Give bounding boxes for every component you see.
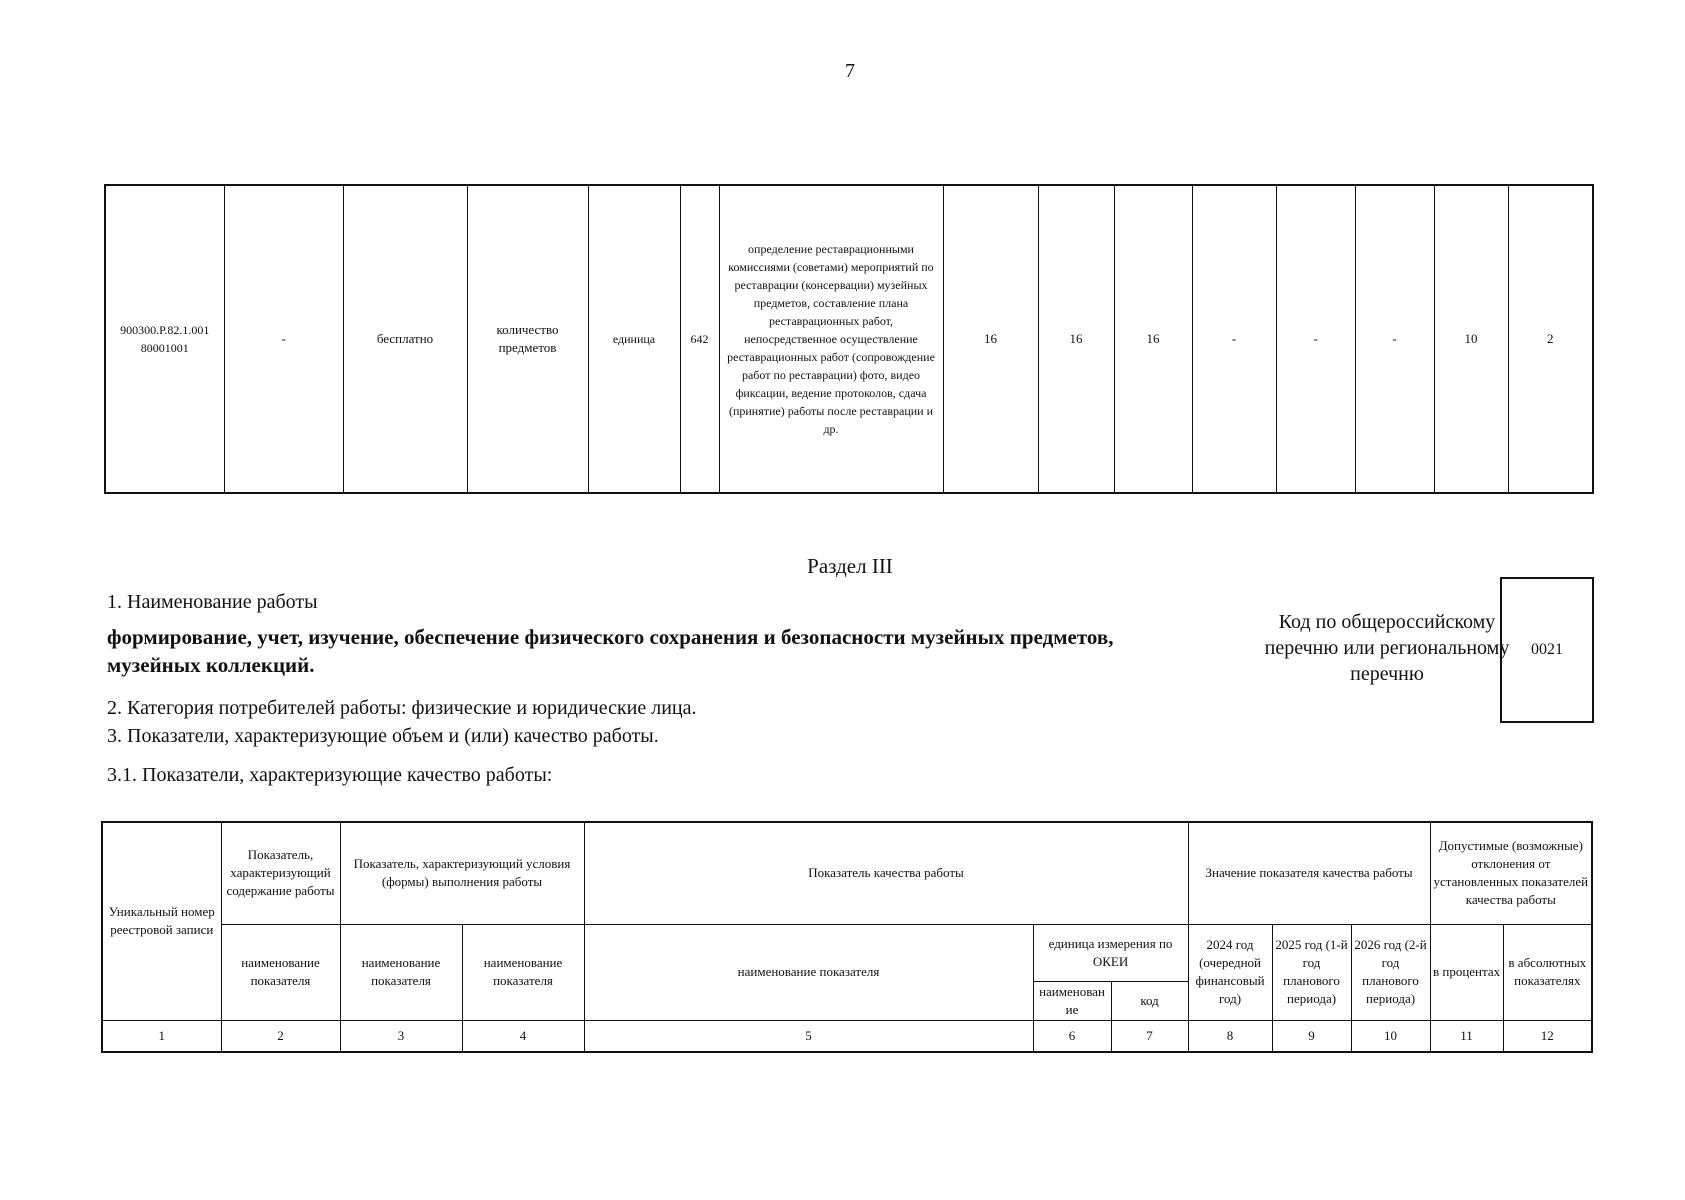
column-number: 10 — [1351, 1020, 1430, 1052]
top-data-table — [104, 184, 1594, 494]
column-number: 12 — [1503, 1020, 1592, 1052]
column-number: 4 — [462, 1020, 584, 1052]
header-conditions: Показатель, характеризующий условия (формы) выполнения работы — [340, 822, 584, 924]
header-content: Показатель, характеризующий содержание работы — [221, 822, 340, 924]
code-box — [1500, 577, 1594, 723]
header-quality: Показатель качества работы — [584, 822, 1188, 924]
code-value: 0021 — [1531, 641, 1563, 658]
column-number: 8 — [1188, 1020, 1272, 1052]
code-label: Код по общероссийскому перечню или региональному перечню — [1264, 611, 1510, 685]
value-2026-cell: 16 — [1114, 185, 1192, 493]
table-row — [102, 1020, 1592, 1052]
header-2026: 2026 год (2-й год планового периода) — [1351, 924, 1430, 1020]
header-registry: Уникальный номер реестровой записи — [102, 822, 221, 1020]
column-number: 7 — [1111, 1020, 1188, 1052]
work-name-heading: 1. Наименование работы — [107, 591, 318, 613]
header-okei-name: наименован ие — [1033, 981, 1111, 1020]
condition-cell: бесплатно — [343, 185, 467, 493]
header-2024: 2024 год (очередной финансовый год) — [1188, 924, 1272, 1020]
header-value: Значение показателя качества работы — [1188, 822, 1430, 924]
content-cell: - — [224, 185, 343, 493]
unit-code-cell: 642 — [680, 185, 719, 493]
value-2024-cell: 16 — [943, 185, 1038, 493]
cost-cell: - — [1276, 185, 1355, 493]
description-cell: определение реставрационными комиссиями (советами) мероприятий по реставрации (консервации) музейных предметов, составление плана реставрационных работ, непосредственное осуществление реставрационных работ (сопровождение работ по реставрации) фото, видео фиксации, ведение протоколов, сдача (принятие) работы после реставрации и др. — [719, 185, 943, 493]
work-name: формирование, учет, изучение, обеспечение физического сохранения и безопасности музейных предметов, музейных коллекций. — [107, 625, 1114, 677]
column-number: 6 — [1033, 1020, 1111, 1052]
column-number: 11 — [1430, 1020, 1503, 1052]
column-number: 1 — [102, 1020, 221, 1052]
section-title: Раздел III — [807, 554, 893, 578]
header-content-name: наименование показателя — [221, 924, 340, 1020]
header-okei: единица измерения по ОКЕИ — [1033, 924, 1188, 981]
registry-number-cell: 900300.Р.82.1.001 80001001 — [105, 185, 224, 493]
header-condition-name-2: наименование показателя — [462, 924, 584, 1020]
indicators-heading: 3. Показатели, характеризующие объем и (или) качество работы. — [107, 725, 659, 747]
header-quality-name: наименование показателя — [584, 924, 1033, 1020]
header-okei-code: код — [1111, 981, 1188, 1020]
column-number: 5 — [584, 1020, 1033, 1052]
deviation-percent-cell: 10 — [1434, 185, 1508, 493]
table-row — [105, 185, 1593, 493]
quality-indicators-table — [101, 821, 1593, 1053]
cost-cell: - — [1192, 185, 1276, 493]
table-row — [102, 822, 1592, 924]
cost-cell: - — [1355, 185, 1434, 493]
column-number: 3 — [340, 1020, 462, 1052]
table-row — [102, 924, 1592, 981]
consumer-category: 2. Категория потребителей работы: физические и юридические лица. — [107, 697, 697, 719]
column-number: 9 — [1272, 1020, 1351, 1052]
quality-indicators-heading: 3.1. Показатели, характеризующие качество работы: — [107, 764, 553, 786]
header-condition-name-1: наименование показателя — [340, 924, 462, 1020]
page-number: 7 — [845, 60, 855, 82]
header-abs: в абсолютных показателях — [1503, 924, 1592, 1020]
header-deviation: Допустимые (возможные) отклонения от установленных показателей качества работы — [1430, 822, 1592, 924]
header-2025: 2025 год (1-й год планового периода) — [1272, 924, 1351, 1020]
value-2025-cell: 16 — [1038, 185, 1114, 493]
unit-name-cell: единица — [588, 185, 680, 493]
header-percent: в процентах — [1430, 924, 1503, 1020]
column-number: 2 — [221, 1020, 340, 1052]
indicator-name-cell: количество предметов — [467, 185, 588, 493]
deviation-abs-cell: 2 — [1508, 185, 1593, 493]
